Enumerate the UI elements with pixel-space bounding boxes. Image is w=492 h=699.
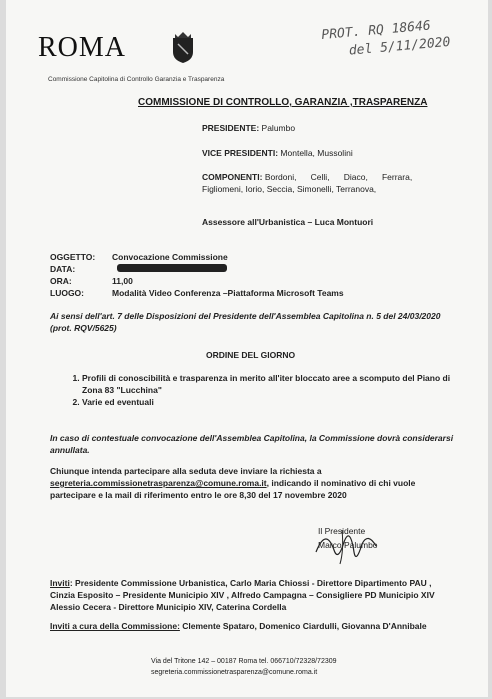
vice-label: VICE PRESIDENTI: <box>202 148 279 158</box>
componenti-line <box>202 172 412 182</box>
vice-line <box>202 148 353 158</box>
luogo-value: Modalità Video Conferenza –Piattaforma Microsoft Teams <box>112 288 344 298</box>
protocol-date: del 5/11/2020 <box>348 34 451 59</box>
presidente-value: Palumbo <box>261 123 296 133</box>
commission-invitations-text: Clemente Spataro, Domenico Ciardulli, Giovanna D'Annibale <box>179 621 427 631</box>
ora-value: 11,00 <box>112 276 133 286</box>
protocol-number: PROT. RQ 18646 <box>320 18 432 43</box>
signature-name: Marco Palumbo <box>318 540 378 550</box>
luogo-label: LUOGO: <box>50 288 84 298</box>
vice-value: Montella, Mussolini <box>280 148 353 158</box>
participation-email-link[interactable]: segreteria.commissionetrasparenza@comune.roma.it <box>50 478 267 488</box>
roma-seal-icon <box>170 30 196 64</box>
componenti-label: COMPONENTI: <box>202 172 263 182</box>
participation-line1: Chiunque intenda partecipare alla seduta deve inviare la richiesta a <box>50 466 322 476</box>
componenti-value: Bordoni, Celli, Diaco, Ferrara, <box>264 172 413 182</box>
agenda-list <box>68 372 472 408</box>
invitations-line3: Alessio Cecera - Direttore Municipio XIV, Caterina Cordella <box>50 602 287 612</box>
signature-role: Il Presidente <box>318 526 366 536</box>
roma-logo: ROMA <box>38 32 127 63</box>
protocol-stamp <box>321 13 484 63</box>
invitations-label: Inviti <box>50 578 70 588</box>
agenda-item: 2. Varie ed eventuali <box>82 396 472 408</box>
oggetto-value: Convocazione Commissione <box>112 252 228 262</box>
presidente-line <box>202 123 295 133</box>
handwritten-signature <box>306 522 386 566</box>
componenti-line2: Figliomeni, Iorio, Seccia, Simonelli, Terranova, <box>202 184 377 194</box>
document-page <box>6 0 488 697</box>
commission-subtitle: Commissione Capitolina di Controllo Garanzia e Trasparenza <box>48 76 225 83</box>
data-label: DATA: <box>50 264 76 274</box>
participation-line3: partecipare e la mail di riferimento entro le ore 8,30 del 17 novembre 2020 <box>50 490 347 500</box>
agenda-item: 1. Profili di conoscibilità e trasparenza in merito all'iter bloccato aree a scomputo del Piano di Zona 83 "Lucchina" <box>82 372 472 396</box>
reference-text: Ai sensi dell'art. 7 delle Disposizioni del Presidente dell'Assemblea Capitolina n. 5 del 24/03/2020 (prot. RQV/5625) <box>50 311 441 333</box>
invitations-text: : Presidente Commissione Urbanistica, Carlo Maria Chiossi - Direttore Dipartimento PAU , <box>69 578 432 588</box>
footer-address: Via del Tritone 142 – 00187 Roma tel. 066710/72328/72309 <box>151 658 337 665</box>
note-text: In caso di contestuale convocazione dell'Assemblea Capitolina, la Commissione dovrà considerarsi annullata. <box>50 433 454 455</box>
participation-text2: , indicando il nominativo di chi vuole <box>266 478 416 488</box>
invitations-line1 <box>50 578 432 588</box>
assessore-line: Assessore all'Urbanistica – Luca Montuori <box>202 217 374 227</box>
presidente-label: PRESIDENTE: <box>202 123 260 133</box>
invitations-line2: Cinzia Esposito – Presidente Municipio XIV , Alfredo Campagna – Consigliere PD Municipio XIV <box>50 590 435 600</box>
commission-invitations-label: Inviti a cura della Commissione: <box>50 621 180 631</box>
document-title: COMMISSIONE DI CONTROLLO, GARANZIA ,TRASPARENZA <box>138 97 428 108</box>
ora-label: ORA: <box>50 276 72 286</box>
agenda-title: ORDINE DEL GIORNO <box>206 350 296 360</box>
participation-line2 <box>50 478 415 488</box>
oggetto-label: OGGETTO: <box>50 252 96 262</box>
redacted-date <box>117 264 227 272</box>
footer-email: segreteria.commissionetrasparenza@comune.roma.it <box>151 669 318 676</box>
commission-invitations <box>50 621 427 631</box>
